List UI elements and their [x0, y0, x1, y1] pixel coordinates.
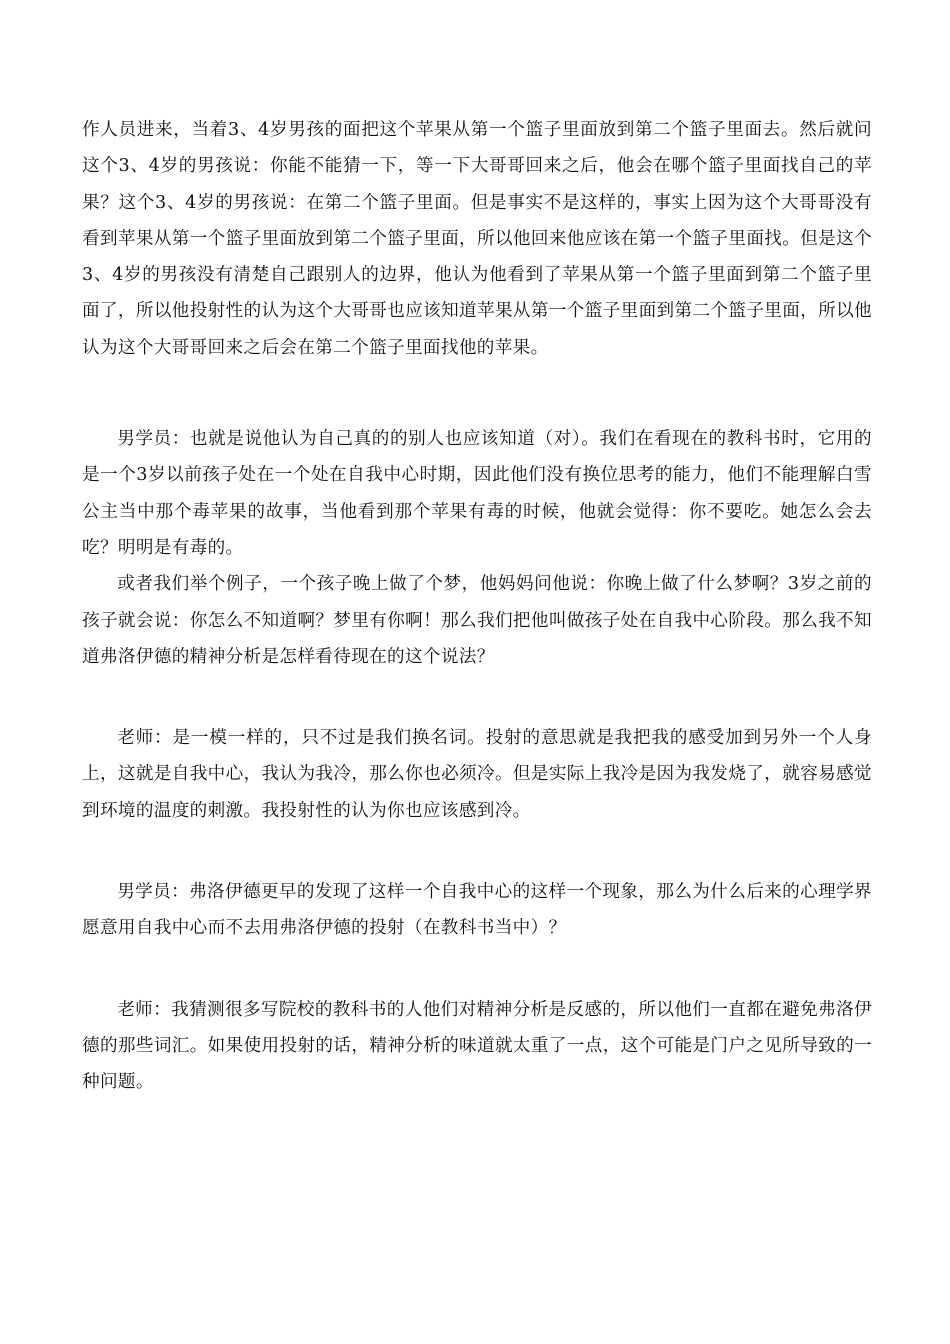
paragraph-male-student-followup: 男学员：弗洛伊德更早的发现了这样一个自我中心的这样一个现象，那么为什么后来的心理学界愿意用自我中心而不去用弗洛伊德的投射（在教科书当中）？ — [82, 882, 872, 939]
paragraph-teacher-answer-projection: 老师：是一模一样的，只不过是我们换名词。投射的意思就是我把我的感受加到另外一个人身上，这就是自我中心，我认为我冷，那么你也必须冷。但是实际上我冷是因为我发烧了，就容易感觉到环境的温度的刺激。我投射性的认为你也应该感到冷。 — [82, 728, 872, 821]
paragraph-teacher-answer-textbooks: 老师：我猜测很多写院校的教科书的人他们对精神分析是反感的，所以他们一直都在避免弗洛伊德的那些词汇。如果使用投射的话，精神分析的味道就太重了一点，这个可能是门户之见所导致的一种问题。 — [82, 999, 872, 1093]
paragraph-apple-experiment: 作人员进来，当着3、4岁男孩的面把这个苹果从第一个篮子里面放到第二个篮子里面去。然后就问这个3、4岁的男孩说：你能不能猜一下，等一下大哥哥回来之后，他会在哪个篮子里面找自己的苹果？这个3、4岁的男孩说：在第二个篮子里面。但是事实不是这样的，事实上因为这个大哥哥没有看到苹果从第一个篮子里面放到第二个篮子里面，所以他回来他应该在第一个篮子里面找。但是这个3、4岁的男孩没有清楚自己跟别人的边界，他认为他看到了苹果从第一个篮子里面到第二个篮子里面了，所以他投射性的认为这个大哥哥也应该知道苹果从第一个篮子里面到第二个篮子里面，所以他认为这个大哥哥回来之后会在第二个篮子里面找他的苹果。 — [82, 120, 872, 358]
document-page — [82, 112, 872, 1101]
paragraph-dream-example: 或者我们举个例子，一个孩子晚上做了个梦，他妈妈问他说：你晚上做了什么梦啊？3岁之前的孩子就会说：你怎么不知道啊？梦里有你啊！那么我们把他叫做孩子处在自我中心阶段。那么我不知道弗洛伊德的精神分析是怎样看待现在的这个说法？ — [82, 574, 872, 667]
paragraph-male-student-question: 男学员：也就是说他认为自己真的的别人也应该知道（对）。我们在看现在的教科书时，它用的是一个3岁以前孩子处在一个处在自我中心时期，因此他们没有换位思考的能力，他们不能理解白雪公主当中那个毒苹果的故事，当他看到那个苹果有毒的时候，他就会觉得：你不要吃。她怎么会去吃？明明是有毒的。 — [82, 429, 872, 558]
